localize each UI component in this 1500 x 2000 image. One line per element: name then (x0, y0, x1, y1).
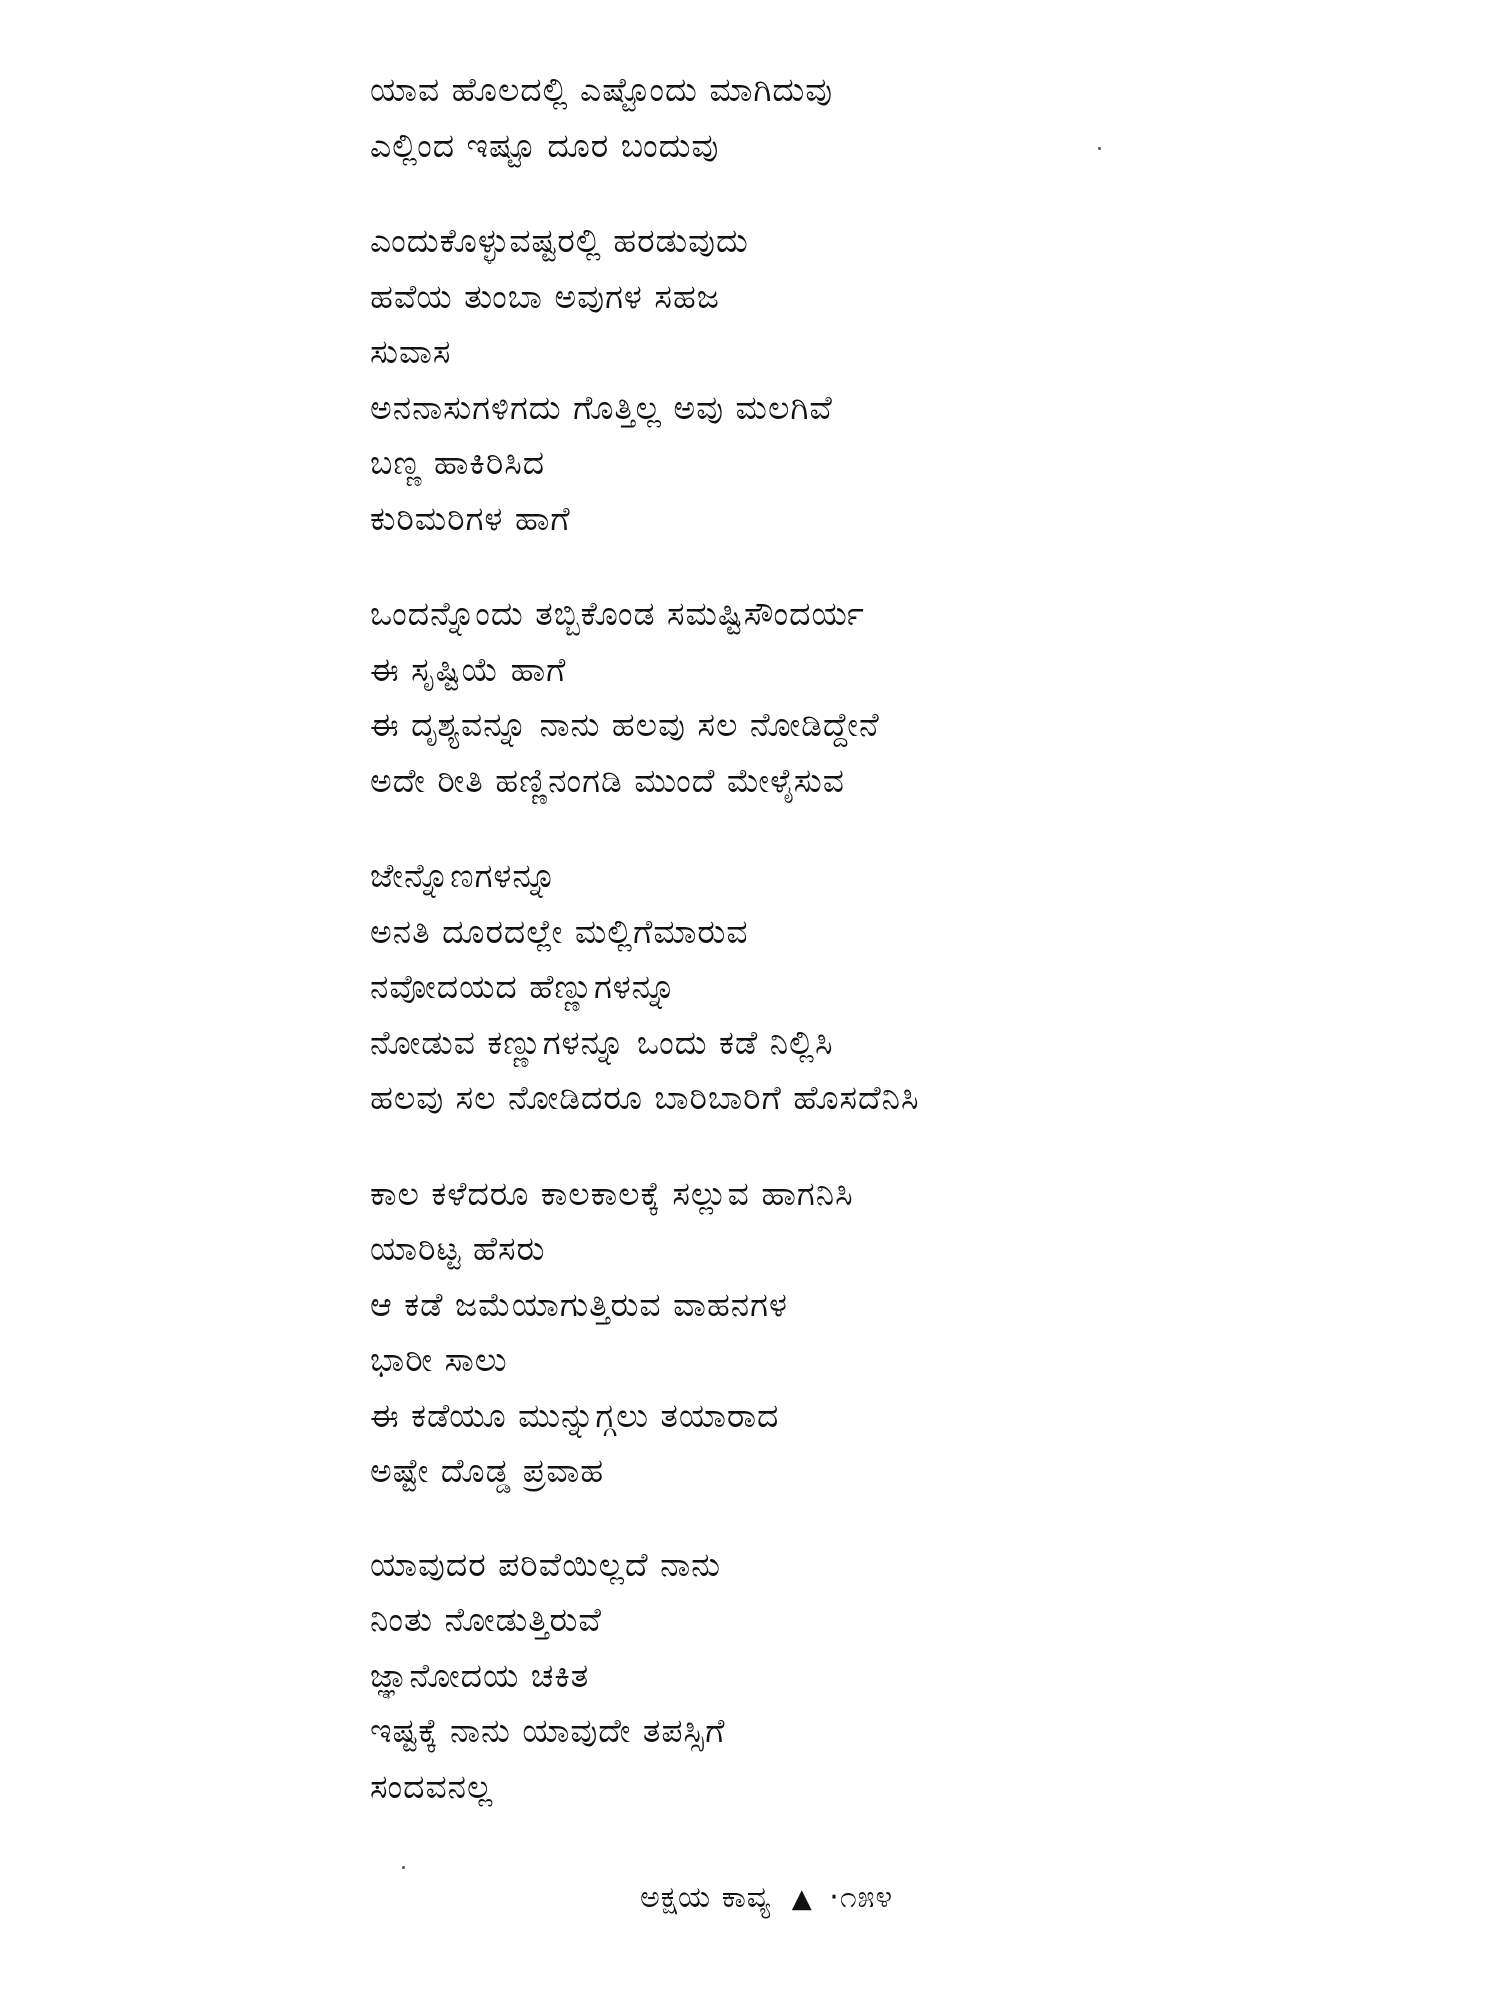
triangle-icon: ▲ (791, 1884, 813, 1914)
poem-line: ಸಂದವನಲ್ಲ (370, 1766, 494, 1806)
poem-line: ಅನತಿ ದೂರದಲ್ಲೇ ಮಲ್ಲಿಗೆಮಾರುವ (370, 911, 749, 951)
poem-line: ಅದೇ ರೀತಿ ಹಣ್ಣಿನಂಗಡಿ ಮುಂದೆ ಮೇಳೈಸುವ (370, 760, 845, 800)
paper-speck (1098, 147, 1101, 150)
poem-line: ಕಾಲ ಕಳೆದರೂ ಕಾಲಕಾಲಕ್ಕೆ ಸಲ್ಲುವ ಹಾಗನಿಸಿ (370, 1173, 854, 1213)
poem-line: ಈ ಸೃಷ್ಟಿಯೆ ಹಾಗೆ (370, 649, 567, 689)
stanza-5 (370, 1166, 1370, 1499)
poem-line: ಬಣ್ಣ ಹಾಕಿರಿಸಿದ (370, 443, 546, 482)
poem-line: ನವೋದಯದ ಹೆಣ್ಣುಗಳನ್ನೂ (370, 967, 677, 1006)
stanza-1 (370, 62, 1370, 173)
poem-line: ಜೇನ್ನೊಣಗಳನ್ನೂ (370, 856, 558, 895)
poem-line: ಆ ಕಡೆ ಜಮೆಯಾಗುತ್ತಿರುವ ವಾಹನಗಳ (370, 1284, 788, 1324)
book-title: ಅಕ್ಷಯ ಕಾವ್ಯ (640, 1880, 772, 1915)
poem-line: ಅನನಾಸುಗಳಿಗದು ಗೊತ್ತಿಲ್ಲ ಅವು ಮಲಗಿವೆ (370, 387, 833, 427)
poem-line: ಯಾವ ಹೊಲದಲ್ಲಿ ಎಷ್ಟೊಂದು ಮಾಗಿದುವು (370, 70, 834, 109)
poem-line: ಎಲ್ಲಿಂದ ಇಷ್ಟೂ ದೂರ ಬಂದುವು (370, 125, 720, 165)
poem-line: ಇಷ್ಟಕ್ಕೆ ನಾನು ಯಾವುದೇ ತಪಸ್ಸಿಗೆ (370, 1711, 726, 1750)
poem-line: ಹವೆಯ ತುಂಬಾ ಅವುಗಳ ಸಹಜ (370, 276, 720, 316)
poem-line: ನಿಂತು ನೋಡುತ್ತಿರುವೆ (370, 1600, 602, 1639)
poem-line: ಯಾರಿಟ್ಟ ಹೆಸರು (370, 1229, 546, 1268)
poem-line: ಭಾರೀ ಸಾಲು (370, 1340, 508, 1379)
stanza-2 (370, 213, 1370, 546)
stanza-3 (370, 586, 1370, 808)
poem-line: ಈ ಕಡೆಯೂ ಮುನ್ನುಗ್ಗಲು ತಯಾರಾದ (370, 1395, 780, 1435)
page-footer (640, 1880, 893, 1915)
poem-line: ನೋಡುವ ಕಣ್ಣುಗಳನ್ನೂ ಒಂದು ಕಡೆ ನಿಲ್ಲಿಸಿ (370, 1022, 834, 1062)
poem-line: ಈ ದೃಶ್ಯವನ್ನೂ ನಾನು ಹಲವು ಸಲ ನೋಡಿದ್ದೇನೆ (370, 705, 880, 744)
poem-line: ಒಂದನ್ನೊಂದು ತಬ್ಬಿಕೊಂಡ ಸಮಷ್ಟಿಸೌಂದರ್ಯ (370, 594, 865, 633)
page-number: ·೧೫೪ (829, 1880, 894, 1915)
poem-line: ಹಲವು ಸಲ ನೋಡಿದರೂ ಬಾರಿಬಾರಿಗೆ ಹೊಸದೆನಿಸಿ (370, 1078, 920, 1117)
poem-line: ಸುವಾಸ (370, 332, 452, 371)
poem-line: ಎಂದುಕೊಳ್ಳುವಷ್ಟರಲ್ಲಿ ಹರಡುವುದು (370, 221, 749, 260)
paper-speck (402, 1866, 405, 1869)
poem-line: ಜ್ಞಾನೋದಯ ಚಕಿತ (370, 1655, 590, 1695)
poem-body (370, 62, 1370, 1854)
poem-line: ಅಷ್ಟೇ ದೊಡ್ಡ ಪ್ರವಾಹ (370, 1451, 605, 1490)
poem-line: ಕುರಿಮರಿಗಳ ಹಾಗೆ (370, 498, 571, 538)
stanza-6 (370, 1537, 1370, 1815)
poem-line: ಯಾವುದರ ಪರಿವೆಯಿಲ್ಲದೆ ನಾನು (370, 1544, 721, 1584)
stanza-4 (370, 848, 1370, 1126)
